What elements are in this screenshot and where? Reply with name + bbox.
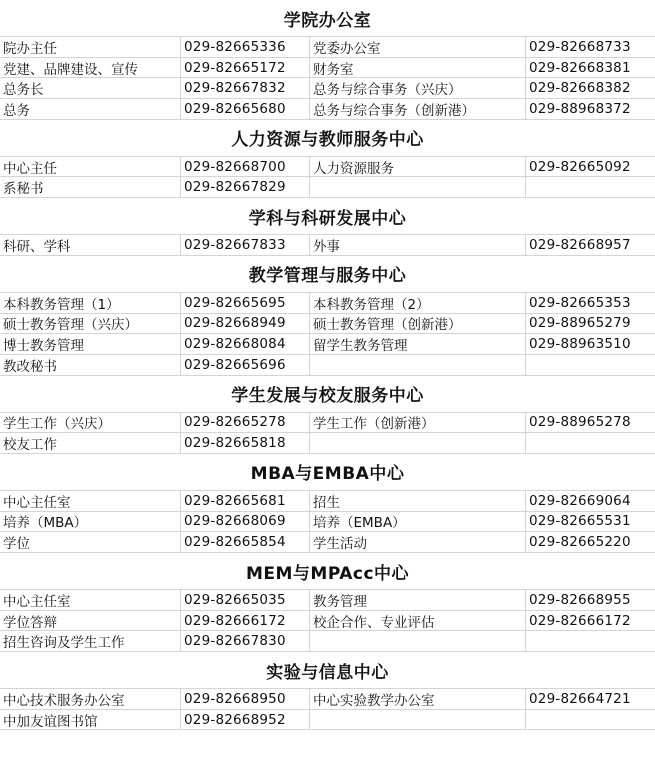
- office-name-cell: 中心主任室: [0, 491, 181, 511]
- directory-section: [0, 553, 655, 652]
- office-name-cell: 学生工作（创新港）: [310, 413, 526, 433]
- office-phone-cell: 029-82669064: [529, 492, 631, 509]
- office-name-cell: 总务: [0, 99, 181, 119]
- office-phone-cell: 029-82668700: [181, 157, 310, 177]
- office-name-cell: 中加友谊图书馆: [0, 710, 181, 730]
- section-title: 实验与信息中心: [0, 652, 655, 689]
- office-phone-cell: 029-82665278: [181, 413, 310, 433]
- office-phone-cell: 029-88965278: [529, 414, 631, 431]
- table-row: [0, 235, 655, 256]
- directory-section: [0, 376, 655, 454]
- office-phone-cell: 029-82665220: [529, 534, 631, 551]
- office-phone-cell: 029-82665353: [529, 294, 631, 311]
- section-title: MBA与EMBA中心: [0, 454, 655, 491]
- directory-section: [0, 256, 655, 376]
- office-name-cell: 学位: [0, 532, 181, 552]
- office-phone-cell: 029-82664721: [529, 690, 631, 707]
- office-name-cell: 中心主任: [0, 157, 181, 177]
- office-name-cell: 学生活动: [310, 532, 526, 552]
- office-name-cell: 系秘书: [0, 177, 181, 197]
- office-name-cell: [310, 177, 526, 197]
- office-name-cell: 学生工作（兴庆）: [0, 413, 181, 433]
- office-name-cell: 总务与综合事务（兴庆）: [310, 78, 526, 98]
- office-name-cell: 科研、学科: [0, 235, 181, 255]
- office-name-cell: 硕士教务管理（兴庆）: [0, 314, 181, 334]
- office-name-cell: 培养（EMBA）: [310, 512, 526, 532]
- office-phone-cell: 029-82668382: [529, 80, 631, 97]
- office-phone-cell: 029-88968372: [529, 100, 631, 117]
- office-name-cell: 外事: [310, 235, 526, 255]
- table-row: [0, 334, 655, 355]
- office-phone-cell: 029-82665818: [181, 433, 310, 453]
- office-name-cell: 招生: [310, 491, 526, 511]
- office-phone-cell: 029-82665696: [181, 355, 310, 375]
- office-name-cell: 中心技术服务办公室: [0, 689, 181, 709]
- office-phone-cell: [526, 710, 655, 730]
- office-name-cell: 总务长: [0, 78, 181, 98]
- office-phone-cell: 029-82668955: [529, 591, 631, 608]
- section-title: 学生发展与校友服务中心: [0, 376, 655, 413]
- table-row: [0, 710, 655, 731]
- section-title: MEM与MPAcc中心: [0, 553, 655, 590]
- office-phone-cell: 029-82667833: [181, 235, 310, 255]
- office-phone-cell: 029-82668733: [529, 38, 631, 55]
- office-name-cell: 中心主任室: [0, 590, 181, 610]
- office-phone-cell: 029-82668952: [181, 710, 310, 730]
- office-name-cell: 财务室: [310, 58, 526, 78]
- table-row: [0, 689, 655, 710]
- office-name-cell: 招生咨询及学生工作: [0, 631, 181, 651]
- office-name-cell: 总务与综合事务（创新港）: [310, 99, 526, 119]
- section-title: 教学管理与服务中心: [0, 256, 655, 293]
- office-name-cell: 党建、品牌建设、宣传: [0, 58, 181, 78]
- office-name-cell: 教务管理: [310, 590, 526, 610]
- office-name-cell: 党委办公室: [310, 37, 526, 57]
- office-name-cell: 教改秘书: [0, 355, 181, 375]
- office-phone-cell: 029-82666172: [181, 611, 310, 631]
- office-phone-cell: 029-82668957: [529, 236, 631, 253]
- office-phone-cell: 029-88963510: [529, 336, 631, 353]
- table-row: [0, 590, 655, 611]
- office-name-cell: 学位答辩: [0, 611, 181, 631]
- office-phone-cell: 029-82667829: [181, 177, 310, 197]
- directory-section: [0, 652, 655, 730]
- office-phone-cell: 029-82665336: [181, 37, 310, 57]
- section-title: 学科与科研发展中心: [0, 198, 655, 235]
- office-phone-cell: 029-82666172: [529, 612, 631, 629]
- table-row: [0, 355, 655, 376]
- table-row: [0, 314, 655, 335]
- table-row: [0, 78, 655, 99]
- office-phone-cell: 029-82668949: [181, 314, 310, 334]
- office-phone-cell: [526, 631, 655, 651]
- office-phone-cell: 029-82667832: [181, 78, 310, 98]
- office-phone-cell: [526, 433, 655, 453]
- office-name-cell: [310, 710, 526, 730]
- office-name-cell: 博士教务管理: [0, 334, 181, 354]
- office-phone-cell: 029-82668950: [181, 689, 310, 709]
- table-row: [0, 177, 655, 198]
- table-row: [0, 58, 655, 79]
- table-row: [0, 413, 655, 434]
- office-name-cell: 校企合作、专业评估: [310, 611, 526, 631]
- table-row: [0, 157, 655, 178]
- office-name-cell: 人力资源服务: [310, 157, 526, 177]
- table-row: [0, 532, 655, 553]
- office-phone-cell: [526, 177, 655, 197]
- table-row: [0, 611, 655, 632]
- office-name-cell: [310, 433, 526, 453]
- office-phone-cell: 029-82667830: [181, 631, 310, 651]
- office-phone-cell: 029-88965279: [529, 315, 631, 332]
- table-row: [0, 37, 655, 58]
- directory-section: [0, 0, 655, 120]
- table-row: [0, 293, 655, 314]
- section-title: 学院办公室: [0, 0, 655, 37]
- office-name-cell: 院办主任: [0, 37, 181, 57]
- table-row: [0, 433, 655, 454]
- office-phone-cell: 029-82665035: [181, 590, 310, 610]
- office-name-cell: 硕士教务管理（创新港）: [310, 314, 526, 334]
- office-name-cell: [310, 631, 526, 651]
- directory-section: [0, 198, 655, 256]
- office-phone-cell: 029-82668084: [181, 334, 310, 354]
- table-row: [0, 491, 655, 512]
- directory-section: [0, 120, 655, 198]
- table-row: [0, 631, 655, 652]
- office-phone-cell: 029-82668381: [529, 59, 631, 76]
- office-name-cell: 本科教务管理（2）: [310, 293, 526, 313]
- office-name-cell: 中心实验教学办公室: [310, 689, 526, 709]
- office-phone-cell: 029-82665695: [181, 293, 310, 313]
- office-phone-cell: [526, 355, 655, 375]
- office-phone-cell: 029-82665531: [529, 513, 631, 530]
- office-phone-cell: 029-82665172: [181, 58, 310, 78]
- office-name-cell: 留学生教务管理: [310, 334, 526, 354]
- office-name-cell: 本科教务管理（1）: [0, 293, 181, 313]
- section-title: 人力资源与教师服务中心: [0, 120, 655, 157]
- office-phone-cell: 029-82665854: [181, 532, 310, 552]
- office-name-cell: 校友工作: [0, 433, 181, 453]
- office-name-cell: 培养（MBA）: [0, 512, 181, 532]
- office-phone-cell: 029-82665680: [181, 99, 310, 119]
- table-row: [0, 99, 655, 120]
- office-name-cell: [310, 355, 526, 375]
- office-phone-cell: 029-82665681: [181, 491, 310, 511]
- office-phone-cell: 029-82665092: [529, 158, 631, 175]
- office-phone-cell: 029-82668069: [181, 512, 310, 532]
- directory-section: [0, 454, 655, 553]
- table-row: [0, 512, 655, 533]
